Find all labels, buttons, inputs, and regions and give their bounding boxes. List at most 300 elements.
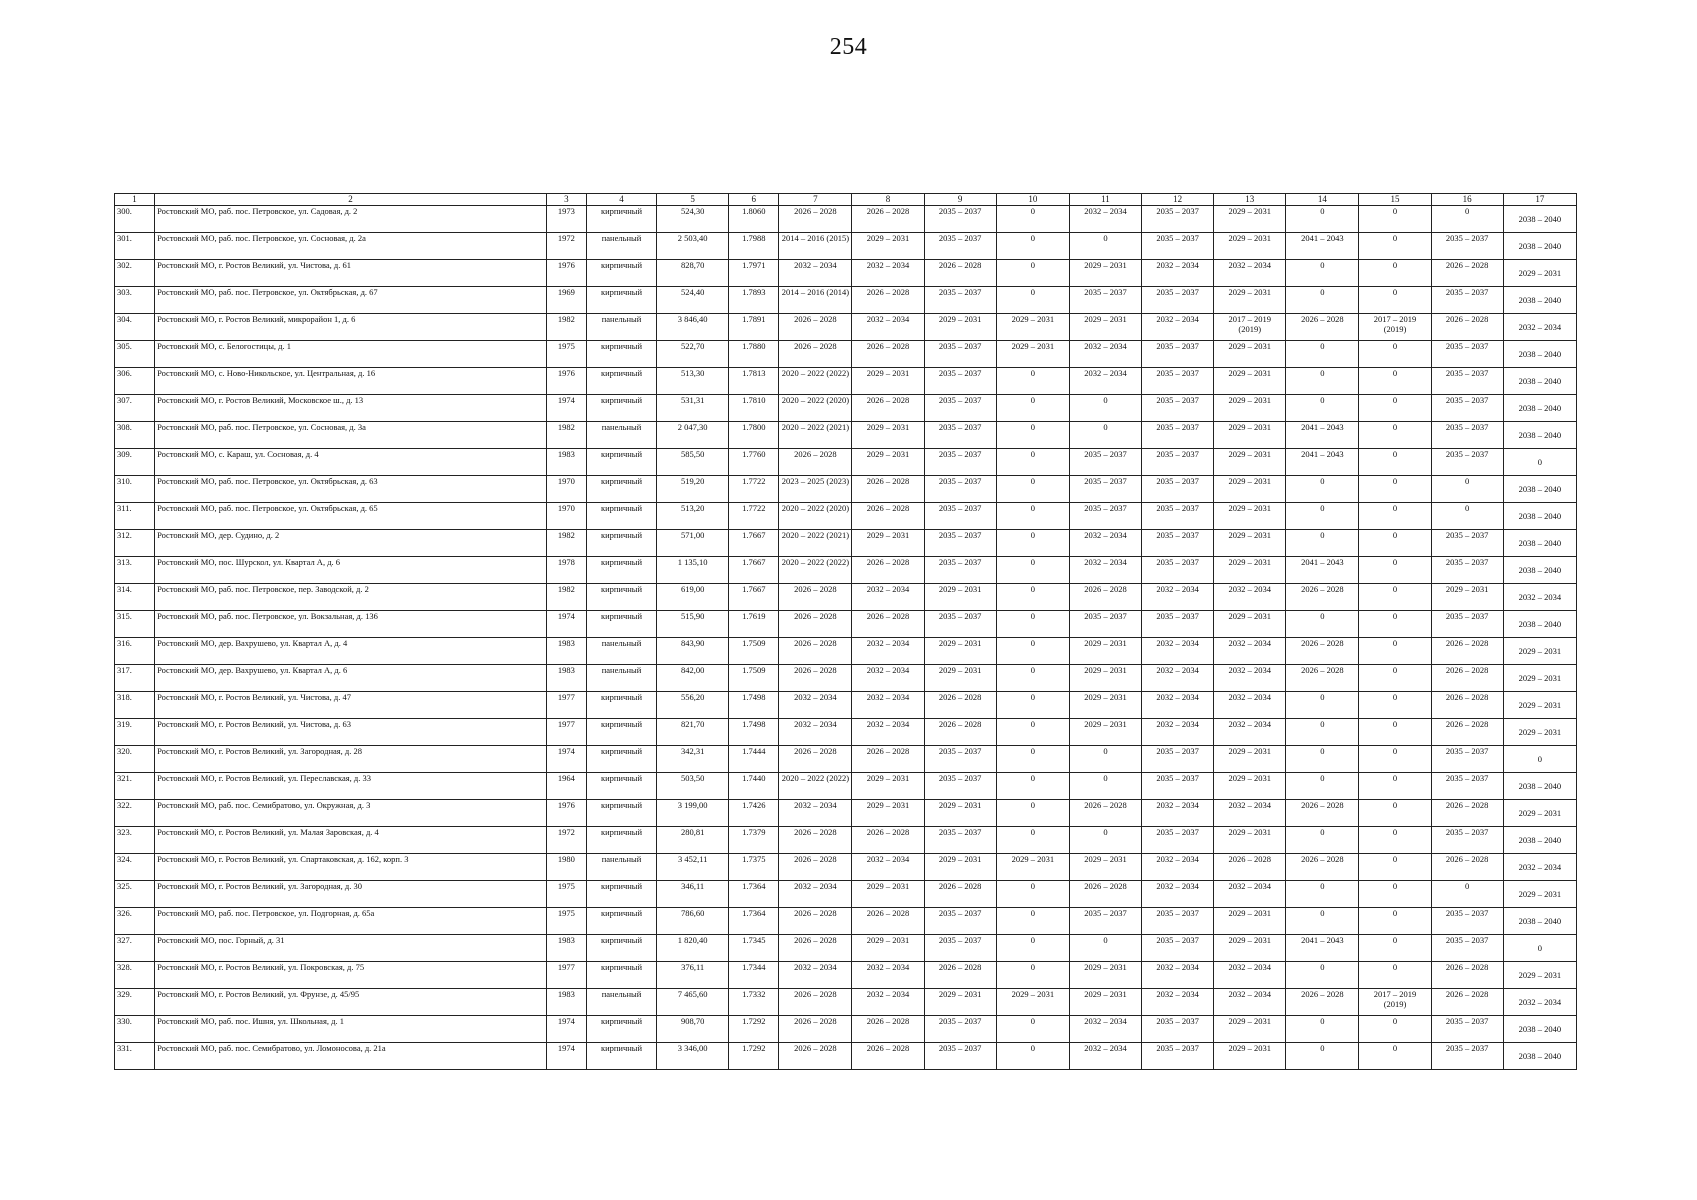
cell-gas-supply-repair: 0 xyxy=(1359,449,1431,476)
cell-cold-water-repair: 2029 – 2031 xyxy=(1214,233,1286,260)
cell-row-number: 310. xyxy=(115,476,155,503)
cell-roof-repair: 2026 – 2028 xyxy=(779,1016,852,1043)
table-row xyxy=(115,503,1577,530)
cell-elevator-repair: 0 xyxy=(996,827,1069,854)
cell-priority-index: 1.7426 xyxy=(729,800,779,827)
table-row xyxy=(115,962,1577,989)
cell-foundation-repair: 2035 – 2037 xyxy=(924,422,996,449)
cell-priority-index: 1.7344 xyxy=(729,962,779,989)
cell-basement-repair: 2029 – 2031 xyxy=(1503,962,1576,989)
cell-roof-repair: 2032 – 2034 xyxy=(779,260,852,287)
cell-hot-water-repair: 2026 – 2028 xyxy=(1286,800,1359,827)
cell-facade-repair: 2026 – 2028 xyxy=(852,503,924,530)
cell-priority-index: 1.8060 xyxy=(729,206,779,233)
cell-gas-supply-repair: 0 xyxy=(1359,1016,1431,1043)
cell-power-supply-repair: 2032 – 2034 xyxy=(1069,341,1141,368)
cell-build-year: 1982 xyxy=(546,584,586,611)
cell-total-area: 342,31 xyxy=(657,746,729,773)
cell-foundation-repair: 2035 – 2037 xyxy=(924,503,996,530)
cell-basement-repair: 2038 – 2040 xyxy=(1503,341,1576,368)
cell-sewerage-repair: 2029 – 2031 xyxy=(1431,584,1503,611)
cell-basement-repair: 2038 – 2040 xyxy=(1503,530,1576,557)
table-row xyxy=(115,395,1577,422)
cell-elevator-repair: 0 xyxy=(996,503,1069,530)
cell-basement-repair: 2038 – 2040 xyxy=(1503,206,1576,233)
cell-cold-water-repair: 2029 – 2031 xyxy=(1214,287,1286,314)
cell-total-area: 571,00 xyxy=(657,530,729,557)
cell-row-number: 317. xyxy=(115,665,155,692)
cell-cold-water-repair: 2029 – 2031 xyxy=(1214,503,1286,530)
column-number-6: 6 xyxy=(729,194,779,206)
cell-basement-repair: 2038 – 2040 xyxy=(1503,773,1576,800)
cell-elevator-repair: 0 xyxy=(996,1016,1069,1043)
cell-address: Ростовский МО, г. Ростов Великий, ул. Фрунзе, д. 45/95 xyxy=(155,989,547,1016)
table-row xyxy=(115,341,1577,368)
cell-total-area: 585,50 xyxy=(657,449,729,476)
cell-sewerage-repair: 2026 – 2028 xyxy=(1431,314,1503,341)
cell-hot-water-repair: 0 xyxy=(1286,260,1359,287)
cell-address: Ростовский МО, г. Ростов Великий, Московское ш., д. 13 xyxy=(155,395,547,422)
cell-row-number: 328. xyxy=(115,962,155,989)
cell-facade-repair: 2026 – 2028 xyxy=(852,557,924,584)
cell-build-year: 1975 xyxy=(546,881,586,908)
cell-wall-material: кирпичный xyxy=(586,935,656,962)
cell-power-supply-repair: 0 xyxy=(1069,773,1141,800)
table-row xyxy=(115,719,1577,746)
cell-heat-supply-repair: 2035 – 2037 xyxy=(1142,206,1214,233)
cell-basement-repair: 2038 – 2040 xyxy=(1503,908,1576,935)
cell-heat-supply-repair: 2035 – 2037 xyxy=(1142,287,1214,314)
cell-power-supply-repair: 2029 – 2031 xyxy=(1069,854,1141,881)
cell-elevator-repair: 0 xyxy=(996,449,1069,476)
cell-priority-index: 1.7667 xyxy=(729,557,779,584)
cell-row-number: 308. xyxy=(115,422,155,449)
cell-build-year: 1977 xyxy=(546,692,586,719)
cell-sewerage-repair: 2026 – 2028 xyxy=(1431,854,1503,881)
cell-wall-material: кирпичный xyxy=(586,287,656,314)
cell-priority-index: 1.7880 xyxy=(729,341,779,368)
cell-hot-water-repair: 0 xyxy=(1286,476,1359,503)
cell-build-year: 1974 xyxy=(546,395,586,422)
cell-cold-water-repair: 2032 – 2034 xyxy=(1214,989,1286,1016)
cell-roof-repair: 2026 – 2028 xyxy=(779,449,852,476)
cell-facade-repair: 2029 – 2031 xyxy=(852,233,924,260)
cell-facade-repair: 2026 – 2028 xyxy=(852,908,924,935)
cell-wall-material: кирпичный xyxy=(586,503,656,530)
cell-power-supply-repair: 2032 – 2034 xyxy=(1069,530,1141,557)
cell-elevator-repair: 0 xyxy=(996,557,1069,584)
cell-gas-supply-repair: 0 xyxy=(1359,1043,1431,1070)
housing-repair-table xyxy=(114,193,1577,1070)
cell-basement-repair: 2029 – 2031 xyxy=(1503,800,1576,827)
cell-power-supply-repair: 0 xyxy=(1069,827,1141,854)
cell-hot-water-repair: 0 xyxy=(1286,206,1359,233)
cell-power-supply-repair: 0 xyxy=(1069,395,1141,422)
cell-foundation-repair: 2035 – 2037 xyxy=(924,1043,996,1070)
cell-hot-water-repair: 0 xyxy=(1286,773,1359,800)
cell-roof-repair: 2020 – 2022 (2021) xyxy=(779,422,852,449)
cell-roof-repair: 2032 – 2034 xyxy=(779,881,852,908)
cell-gas-supply-repair: 0 xyxy=(1359,233,1431,260)
cell-foundation-repair: 2029 – 2031 xyxy=(924,584,996,611)
cell-address: Ростовский МО, с. Караш, ул. Сосновая, д. 4 xyxy=(155,449,547,476)
cell-address: Ростовский МО, дер. Вахрушево, ул. Квартал А, д. 6 xyxy=(155,665,547,692)
cell-sewerage-repair: 2035 – 2037 xyxy=(1431,341,1503,368)
cell-roof-repair: 2032 – 2034 xyxy=(779,962,852,989)
cell-sewerage-repair: 2035 – 2037 xyxy=(1431,908,1503,935)
cell-priority-index: 1.7292 xyxy=(729,1043,779,1070)
cell-wall-material: кирпичный xyxy=(586,557,656,584)
cell-build-year: 1974 xyxy=(546,1043,586,1070)
cell-power-supply-repair: 2026 – 2028 xyxy=(1069,584,1141,611)
table-row xyxy=(115,881,1577,908)
cell-foundation-repair: 2035 – 2037 xyxy=(924,233,996,260)
cell-address: Ростовский МО, г. Ростов Великий, ул. Чистова, д. 63 xyxy=(155,719,547,746)
column-number-3: 3 xyxy=(546,194,586,206)
cell-elevator-repair: 0 xyxy=(996,719,1069,746)
cell-total-area: 3 846,40 xyxy=(657,314,729,341)
cell-foundation-repair: 2035 – 2037 xyxy=(924,827,996,854)
cell-priority-index: 1.7722 xyxy=(729,503,779,530)
cell-basement-repair: 2032 – 2034 xyxy=(1503,854,1576,881)
column-number-14: 14 xyxy=(1286,194,1359,206)
cell-sewerage-repair: 0 xyxy=(1431,206,1503,233)
cell-cold-water-repair: 2029 – 2031 xyxy=(1214,773,1286,800)
cell-priority-index: 1.7722 xyxy=(729,476,779,503)
cell-address: Ростовский МО, раб. пос. Семибратово, ул. Окружная, д. 3 xyxy=(155,800,547,827)
cell-elevator-repair: 0 xyxy=(996,287,1069,314)
cell-gas-supply-repair: 0 xyxy=(1359,746,1431,773)
cell-build-year: 1964 xyxy=(546,773,586,800)
cell-total-area: 280,81 xyxy=(657,827,729,854)
cell-heat-supply-repair: 2032 – 2034 xyxy=(1142,881,1214,908)
cell-cold-water-repair: 2029 – 2031 xyxy=(1214,557,1286,584)
cell-elevator-repair: 0 xyxy=(996,368,1069,395)
cell-foundation-repair: 2035 – 2037 xyxy=(924,935,996,962)
cell-basement-repair: 2038 – 2040 xyxy=(1503,557,1576,584)
cell-gas-supply-repair: 2017 – 2019 (2019) xyxy=(1359,314,1431,341)
cell-basement-repair: 2032 – 2034 xyxy=(1503,989,1576,1016)
cell-cold-water-repair: 2029 – 2031 xyxy=(1214,422,1286,449)
cell-row-number: 319. xyxy=(115,719,155,746)
cell-basement-repair: 0 xyxy=(1503,935,1576,962)
cell-priority-index: 1.7760 xyxy=(729,449,779,476)
cell-gas-supply-repair: 0 xyxy=(1359,665,1431,692)
cell-elevator-repair: 0 xyxy=(996,881,1069,908)
cell-total-area: 842,00 xyxy=(657,665,729,692)
cell-row-number: 309. xyxy=(115,449,155,476)
cell-gas-supply-repair: 0 xyxy=(1359,476,1431,503)
cell-address: Ростовский МО, г. Ростов Великий, ул. Загородная, д. 28 xyxy=(155,746,547,773)
cell-elevator-repair: 0 xyxy=(996,638,1069,665)
cell-wall-material: кирпичный xyxy=(586,773,656,800)
cell-foundation-repair: 2035 – 2037 xyxy=(924,476,996,503)
cell-row-number: 331. xyxy=(115,1043,155,1070)
cell-roof-repair: 2026 – 2028 xyxy=(779,638,852,665)
cell-wall-material: кирпичный xyxy=(586,476,656,503)
cell-facade-repair: 2029 – 2031 xyxy=(852,800,924,827)
cell-wall-material: кирпичный xyxy=(586,692,656,719)
cell-sewerage-repair: 2035 – 2037 xyxy=(1431,530,1503,557)
cell-heat-supply-repair: 2035 – 2037 xyxy=(1142,422,1214,449)
cell-foundation-repair: 2026 – 2028 xyxy=(924,260,996,287)
cell-heat-supply-repair: 2032 – 2034 xyxy=(1142,962,1214,989)
cell-priority-index: 1.7667 xyxy=(729,584,779,611)
cell-sewerage-repair: 2026 – 2028 xyxy=(1431,989,1503,1016)
cell-hot-water-repair: 0 xyxy=(1286,908,1359,935)
column-number-11: 11 xyxy=(1069,194,1141,206)
cell-address: Ростовский МО, раб. пос. Петровское, ул. Вокзальная, д. 136 xyxy=(155,611,547,638)
cell-facade-repair: 2032 – 2034 xyxy=(852,638,924,665)
cell-power-supply-repair: 0 xyxy=(1069,233,1141,260)
cell-foundation-repair: 2035 – 2037 xyxy=(924,368,996,395)
cell-build-year: 1976 xyxy=(546,800,586,827)
cell-foundation-repair: 2035 – 2037 xyxy=(924,773,996,800)
column-number-4: 4 xyxy=(586,194,656,206)
cell-basement-repair: 2029 – 2031 xyxy=(1503,881,1576,908)
cell-total-area: 556,20 xyxy=(657,692,729,719)
cell-facade-repair: 2032 – 2034 xyxy=(852,260,924,287)
cell-priority-index: 1.7800 xyxy=(729,422,779,449)
cell-hot-water-repair: 2041 – 2043 xyxy=(1286,449,1359,476)
cell-roof-repair: 2020 – 2022 (2020) xyxy=(779,503,852,530)
cell-sewerage-repair: 2026 – 2028 xyxy=(1431,962,1503,989)
cell-heat-supply-repair: 2035 – 2037 xyxy=(1142,746,1214,773)
cell-wall-material: панельный xyxy=(586,422,656,449)
cell-total-area: 786,60 xyxy=(657,908,729,935)
cell-gas-supply-repair: 0 xyxy=(1359,881,1431,908)
cell-facade-repair: 2026 – 2028 xyxy=(852,1043,924,1070)
cell-gas-supply-repair: 0 xyxy=(1359,422,1431,449)
cell-elevator-repair: 0 xyxy=(996,476,1069,503)
cell-cold-water-repair: 2029 – 2031 xyxy=(1214,368,1286,395)
cell-address: Ростовский МО, раб. пос. Петровское, ул. Октябрьская, д. 67 xyxy=(155,287,547,314)
table-row xyxy=(115,206,1577,233)
cell-row-number: 306. xyxy=(115,368,155,395)
cell-basement-repair: 2038 – 2040 xyxy=(1503,827,1576,854)
cell-address: Ростовский МО, раб. пос. Семибратово, ул. Ломоносова, д. 21а xyxy=(155,1043,547,1070)
cell-build-year: 1976 xyxy=(546,260,586,287)
cell-hot-water-repair: 2041 – 2043 xyxy=(1286,935,1359,962)
cell-roof-repair: 2032 – 2034 xyxy=(779,719,852,746)
cell-hot-water-repair: 0 xyxy=(1286,692,1359,719)
cell-foundation-repair: 2035 – 2037 xyxy=(924,206,996,233)
cell-total-area: 524,30 xyxy=(657,206,729,233)
cell-wall-material: кирпичный xyxy=(586,341,656,368)
cell-power-supply-repair: 2035 – 2037 xyxy=(1069,449,1141,476)
cell-facade-repair: 2029 – 2031 xyxy=(852,449,924,476)
cell-basement-repair: 2038 – 2040 xyxy=(1503,422,1576,449)
cell-heat-supply-repair: 2032 – 2034 xyxy=(1142,692,1214,719)
cell-wall-material: кирпичный xyxy=(586,962,656,989)
cell-priority-index: 1.7667 xyxy=(729,530,779,557)
cell-roof-repair: 2026 – 2028 xyxy=(779,935,852,962)
cell-heat-supply-repair: 2035 – 2037 xyxy=(1142,368,1214,395)
cell-elevator-repair: 0 xyxy=(996,233,1069,260)
cell-power-supply-repair: 2032 – 2034 xyxy=(1069,368,1141,395)
cell-sewerage-repair: 2026 – 2028 xyxy=(1431,800,1503,827)
cell-heat-supply-repair: 2035 – 2037 xyxy=(1142,557,1214,584)
cell-cold-water-repair: 2029 – 2031 xyxy=(1214,1016,1286,1043)
column-number-8: 8 xyxy=(852,194,924,206)
cell-elevator-repair: 2029 – 2031 xyxy=(996,989,1069,1016)
cell-row-number: 327. xyxy=(115,935,155,962)
cell-wall-material: панельный xyxy=(586,854,656,881)
cell-power-supply-repair: 2035 – 2037 xyxy=(1069,287,1141,314)
cell-roof-repair: 2020 – 2022 (2020) xyxy=(779,395,852,422)
cell-build-year: 1983 xyxy=(546,989,586,1016)
cell-heat-supply-repair: 2035 – 2037 xyxy=(1142,1016,1214,1043)
cell-basement-repair: 2038 – 2040 xyxy=(1503,1016,1576,1043)
cell-heat-supply-repair: 2035 – 2037 xyxy=(1142,827,1214,854)
table-row xyxy=(115,314,1577,341)
cell-row-number: 307. xyxy=(115,395,155,422)
cell-wall-material: кирпичный xyxy=(586,827,656,854)
cell-foundation-repair: 2026 – 2028 xyxy=(924,692,996,719)
table-row xyxy=(115,584,1577,611)
cell-elevator-repair: 0 xyxy=(996,908,1069,935)
cell-priority-index: 1.7332 xyxy=(729,989,779,1016)
cell-row-number: 322. xyxy=(115,800,155,827)
cell-address: Ростовский МО, г. Ростов Великий, микрорайон 1, д. 6 xyxy=(155,314,547,341)
cell-row-number: 320. xyxy=(115,746,155,773)
cell-address: Ростовский МО, дер. Вахрушево, ул. Квартал А, д. 4 xyxy=(155,638,547,665)
cell-foundation-repair: 2035 – 2037 xyxy=(924,611,996,638)
cell-hot-water-repair: 2026 – 2028 xyxy=(1286,638,1359,665)
cell-foundation-repair: 2026 – 2028 xyxy=(924,962,996,989)
cell-elevator-repair: 0 xyxy=(996,395,1069,422)
cell-sewerage-repair: 2026 – 2028 xyxy=(1431,719,1503,746)
cell-foundation-repair: 2035 – 2037 xyxy=(924,908,996,935)
cell-wall-material: кирпичный xyxy=(586,1016,656,1043)
cell-power-supply-repair: 2029 – 2031 xyxy=(1069,962,1141,989)
cell-foundation-repair: 2026 – 2028 xyxy=(924,719,996,746)
cell-facade-repair: 2026 – 2028 xyxy=(852,746,924,773)
cell-total-area: 503,50 xyxy=(657,773,729,800)
cell-gas-supply-repair: 0 xyxy=(1359,503,1431,530)
cell-facade-repair: 2032 – 2034 xyxy=(852,314,924,341)
column-number-2: 2 xyxy=(155,194,547,206)
cell-basement-repair: 0 xyxy=(1503,746,1576,773)
cell-gas-supply-repair: 0 xyxy=(1359,206,1431,233)
cell-build-year: 1970 xyxy=(546,476,586,503)
cell-basement-repair: 2032 – 2034 xyxy=(1503,314,1576,341)
cell-basement-repair: 2038 – 2040 xyxy=(1503,1043,1576,1070)
cell-build-year: 1977 xyxy=(546,719,586,746)
table-row xyxy=(115,611,1577,638)
cell-elevator-repair: 0 xyxy=(996,665,1069,692)
cell-address: Ростовский МО, с. Белогостицы, д. 1 xyxy=(155,341,547,368)
cell-address: Ростовский МО, г. Ростов Великий, ул. Чистова, д. 47 xyxy=(155,692,547,719)
cell-cold-water-repair: 2032 – 2034 xyxy=(1214,260,1286,287)
table-row xyxy=(115,287,1577,314)
table-row xyxy=(115,557,1577,584)
cell-row-number: 316. xyxy=(115,638,155,665)
cell-build-year: 1983 xyxy=(546,638,586,665)
cell-foundation-repair: 2035 – 2037 xyxy=(924,557,996,584)
cell-facade-repair: 2026 – 2028 xyxy=(852,827,924,854)
cell-build-year: 1975 xyxy=(546,341,586,368)
cell-cold-water-repair: 2029 – 2031 xyxy=(1214,476,1286,503)
cell-cold-water-repair: 2017 – 2019 (2019) xyxy=(1214,314,1286,341)
cell-heat-supply-repair: 2032 – 2034 xyxy=(1142,665,1214,692)
cell-facade-repair: 2032 – 2034 xyxy=(852,584,924,611)
cell-priority-index: 1.7375 xyxy=(729,854,779,881)
cell-total-area: 519,20 xyxy=(657,476,729,503)
cell-address: Ростовский МО, раб. пос. Петровское, ул. Подгорная, д. 65а xyxy=(155,908,547,935)
table-row xyxy=(115,800,1577,827)
cell-gas-supply-repair: 0 xyxy=(1359,395,1431,422)
cell-total-area: 513,20 xyxy=(657,503,729,530)
cell-cold-water-repair: 2029 – 2031 xyxy=(1214,449,1286,476)
cell-row-number: 326. xyxy=(115,908,155,935)
cell-row-number: 318. xyxy=(115,692,155,719)
cell-heat-supply-repair: 2032 – 2034 xyxy=(1142,260,1214,287)
cell-basement-repair: 2038 – 2040 xyxy=(1503,611,1576,638)
cell-total-area: 3 452,11 xyxy=(657,854,729,881)
cell-roof-repair: 2014 – 2016 (2014) xyxy=(779,287,852,314)
cell-sewerage-repair: 2035 – 2037 xyxy=(1431,233,1503,260)
cell-hot-water-repair: 2041 – 2043 xyxy=(1286,422,1359,449)
cell-total-area: 2 047,30 xyxy=(657,422,729,449)
cell-total-area: 513,30 xyxy=(657,368,729,395)
cell-cold-water-repair: 2029 – 2031 xyxy=(1214,395,1286,422)
cell-build-year: 1976 xyxy=(546,368,586,395)
cell-roof-repair: 2026 – 2028 xyxy=(779,908,852,935)
cell-power-supply-repair: 2035 – 2037 xyxy=(1069,611,1141,638)
cell-roof-repair: 2020 – 2022 (2022) xyxy=(779,368,852,395)
cell-roof-repair: 2020 – 2022 (2022) xyxy=(779,557,852,584)
cell-cold-water-repair: 2029 – 2031 xyxy=(1214,935,1286,962)
cell-cold-water-repair: 2029 – 2031 xyxy=(1214,206,1286,233)
cell-power-supply-repair: 2029 – 2031 xyxy=(1069,638,1141,665)
cell-row-number: 315. xyxy=(115,611,155,638)
table-row xyxy=(115,476,1577,503)
cell-facade-repair: 2029 – 2031 xyxy=(852,773,924,800)
cell-sewerage-repair: 2026 – 2028 xyxy=(1431,260,1503,287)
cell-address: Ростовский МО, г. Ростов Великий, ул. Малая Заровская, д. 4 xyxy=(155,827,547,854)
cell-gas-supply-repair: 0 xyxy=(1359,260,1431,287)
cell-hot-water-repair: 0 xyxy=(1286,962,1359,989)
cell-roof-repair: 2026 – 2028 xyxy=(779,584,852,611)
cell-build-year: 1982 xyxy=(546,422,586,449)
cell-priority-index: 1.7345 xyxy=(729,935,779,962)
cell-priority-index: 1.7444 xyxy=(729,746,779,773)
cell-foundation-repair: 2029 – 2031 xyxy=(924,665,996,692)
cell-power-supply-repair: 2029 – 2031 xyxy=(1069,260,1141,287)
cell-sewerage-repair: 2035 – 2037 xyxy=(1431,827,1503,854)
table-row xyxy=(115,773,1577,800)
cell-row-number: 301. xyxy=(115,233,155,260)
cell-hot-water-repair: 0 xyxy=(1286,341,1359,368)
cell-total-area: 2 503,40 xyxy=(657,233,729,260)
cell-hot-water-repair: 0 xyxy=(1286,827,1359,854)
cell-build-year: 1973 xyxy=(546,206,586,233)
table-row xyxy=(115,665,1577,692)
cell-heat-supply-repair: 2035 – 2037 xyxy=(1142,611,1214,638)
cell-build-year: 1972 xyxy=(546,827,586,854)
cell-elevator-repair: 0 xyxy=(996,422,1069,449)
cell-wall-material: кирпичный xyxy=(586,800,656,827)
cell-heat-supply-repair: 2032 – 2034 xyxy=(1142,719,1214,746)
cell-row-number: 324. xyxy=(115,854,155,881)
cell-wall-material: кирпичный xyxy=(586,530,656,557)
cell-basement-repair: 2032 – 2034 xyxy=(1503,584,1576,611)
table-row xyxy=(115,854,1577,881)
cell-heat-supply-repair: 2032 – 2034 xyxy=(1142,584,1214,611)
cell-power-supply-repair: 0 xyxy=(1069,746,1141,773)
cell-power-supply-repair: 2026 – 2028 xyxy=(1069,881,1141,908)
